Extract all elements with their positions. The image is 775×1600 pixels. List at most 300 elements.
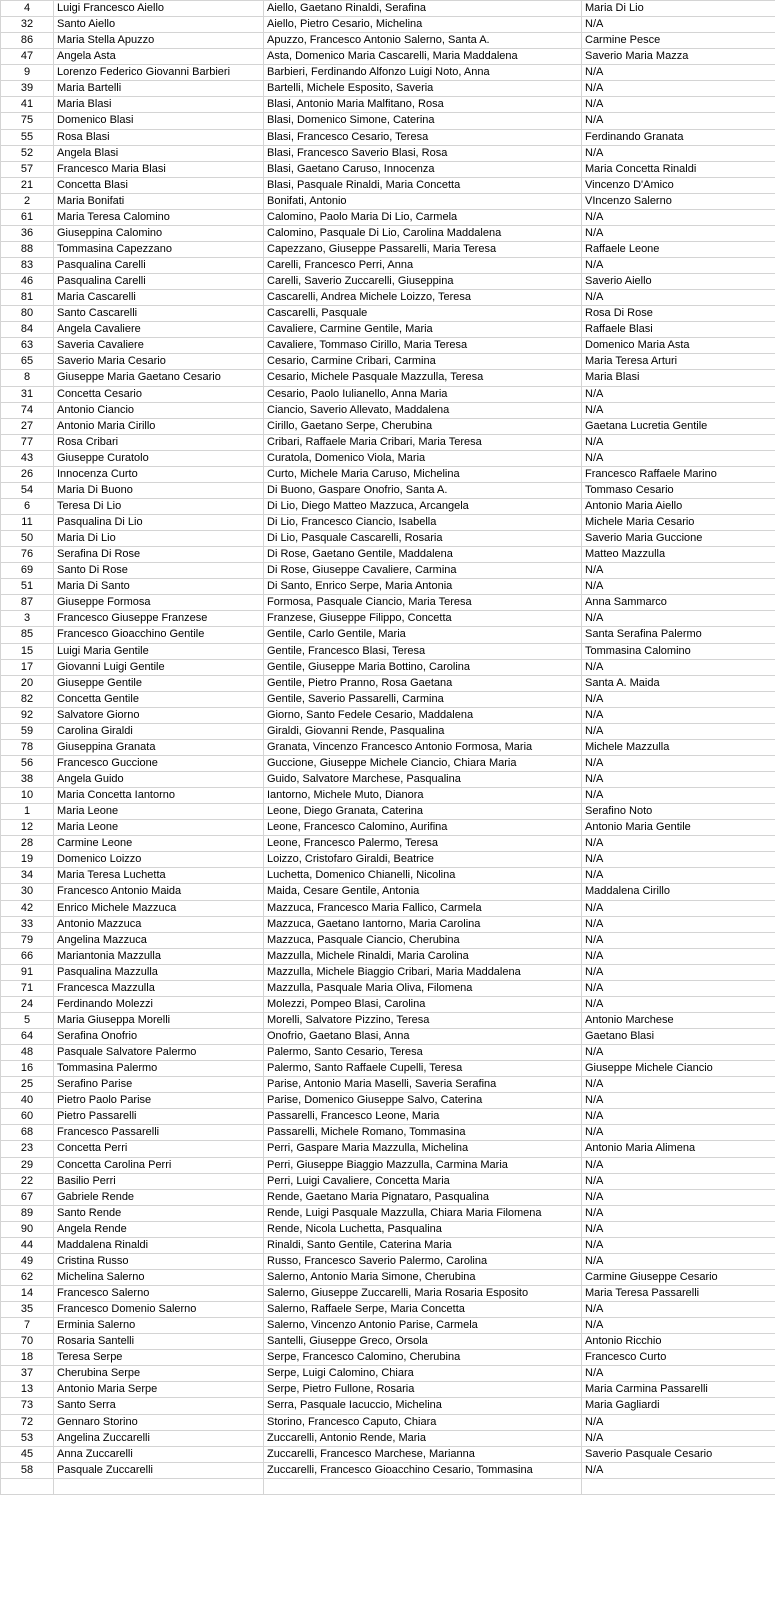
cell-id[interactable]: 50 bbox=[1, 531, 54, 547]
cell-spouse[interactable]: N/A bbox=[582, 868, 775, 884]
cell-id[interactable]: 6 bbox=[1, 498, 54, 514]
cell-name[interactable]: Santo Di Rose bbox=[54, 563, 264, 579]
cell-id[interactable]: 56 bbox=[1, 755, 54, 771]
cell-name[interactable]: Giuseppe Formosa bbox=[54, 595, 264, 611]
cell-name[interactable]: Maria Teresa Luchetta bbox=[54, 868, 264, 884]
cell-id[interactable]: 9 bbox=[1, 65, 54, 81]
cell-parents[interactable]: Rende, Luigi Pasquale Mazzulla, Chiara Maria Filomena bbox=[264, 1205, 582, 1221]
cell-id[interactable]: 44 bbox=[1, 1237, 54, 1253]
cell-parents[interactable]: Rende, Nicola Luchetta, Pasqualina bbox=[264, 1221, 582, 1237]
cell-spouse[interactable]: Saverio Maria Mazza bbox=[582, 49, 775, 65]
cell-id[interactable]: 23 bbox=[1, 1141, 54, 1157]
cell-name[interactable]: Francesco Giuseppe Franzese bbox=[54, 611, 264, 627]
cell-id[interactable]: 85 bbox=[1, 627, 54, 643]
cell-parents[interactable] bbox=[264, 1478, 582, 1494]
cell-parents[interactable]: Blasi, Francesco Saverio Blasi, Rosa bbox=[264, 145, 582, 161]
cell-parents[interactable]: Aiello, Pietro Cesario, Michelina bbox=[264, 17, 582, 33]
cell-spouse[interactable]: Maria Teresa Passarelli bbox=[582, 1286, 775, 1302]
cell-parents[interactable]: Mazzuca, Francesco Maria Fallico, Carmela bbox=[264, 900, 582, 916]
cell-id[interactable]: 3 bbox=[1, 611, 54, 627]
cell-parents[interactable]: Barbieri, Ferdinando Alfonzo Luigi Noto, Anna bbox=[264, 65, 582, 81]
cell-name[interactable]: Anna Zuccarelli bbox=[54, 1446, 264, 1462]
cell-spouse[interactable]: Santa A. Maida bbox=[582, 675, 775, 691]
cell-parents[interactable]: Molezzi, Pompeo Blasi, Carolina bbox=[264, 996, 582, 1012]
cell-spouse[interactable]: Maria Di Lio bbox=[582, 1, 775, 17]
cell-spouse[interactable]: Maria Concetta Rinaldi bbox=[582, 161, 775, 177]
cell-id[interactable]: 66 bbox=[1, 948, 54, 964]
cell-id[interactable]: 38 bbox=[1, 772, 54, 788]
cell-spouse[interactable]: Santa Serafina Palermo bbox=[582, 627, 775, 643]
cell-name[interactable]: Carmine Leone bbox=[54, 836, 264, 852]
cell-name[interactable]: Angelina Zuccarelli bbox=[54, 1430, 264, 1446]
cell-spouse[interactable]: N/A bbox=[582, 258, 775, 274]
cell-spouse[interactable]: Gaetana Lucretia Gentile bbox=[582, 418, 775, 434]
cell-parents[interactable]: Gentile, Pietro Pranno, Rosa Gaetana bbox=[264, 675, 582, 691]
cell-name[interactable]: Pasquale Salvatore Palermo bbox=[54, 1045, 264, 1061]
cell-name[interactable]: Francesco Passarelli bbox=[54, 1125, 264, 1141]
cell-spouse[interactable]: N/A bbox=[582, 707, 775, 723]
cell-parents[interactable]: Luchetta, Domenico Chianelli, Nicolina bbox=[264, 868, 582, 884]
cell-name[interactable]: Antonio Maria Serpe bbox=[54, 1382, 264, 1398]
cell-name[interactable]: Luigi Maria Gentile bbox=[54, 643, 264, 659]
cell-id[interactable]: 79 bbox=[1, 932, 54, 948]
cell-spouse[interactable]: Rosa Di Rose bbox=[582, 306, 775, 322]
cell-name[interactable]: Innocenza Curto bbox=[54, 466, 264, 482]
cell-parents[interactable]: Perri, Luigi Cavaliere, Concetta Maria bbox=[264, 1173, 582, 1189]
cell-parents[interactable]: Blasi, Domenico Simone, Caterina bbox=[264, 113, 582, 129]
cell-spouse[interactable]: N/A bbox=[582, 1125, 775, 1141]
cell-name[interactable]: Luigi Francesco Aiello bbox=[54, 1, 264, 17]
cell-id[interactable]: 34 bbox=[1, 868, 54, 884]
cell-name[interactable]: Basilio Perri bbox=[54, 1173, 264, 1189]
cell-spouse[interactable]: N/A bbox=[582, 611, 775, 627]
cell-parents[interactable]: Blasi, Antonio Maria Malfitano, Rosa bbox=[264, 97, 582, 113]
cell-name[interactable]: Giuseppe Gentile bbox=[54, 675, 264, 691]
cell-name[interactable]: Maria Concetta Iantorno bbox=[54, 788, 264, 804]
cell-name[interactable]: Lorenzo Federico Giovanni Barbieri bbox=[54, 65, 264, 81]
cell-id[interactable]: 83 bbox=[1, 258, 54, 274]
cell-spouse[interactable]: N/A bbox=[582, 1157, 775, 1173]
cell-spouse[interactable]: N/A bbox=[582, 1045, 775, 1061]
cell-name[interactable]: Angela Guido bbox=[54, 772, 264, 788]
cell-id[interactable]: 32 bbox=[1, 17, 54, 33]
cell-spouse[interactable]: N/A bbox=[582, 1221, 775, 1237]
cell-name[interactable]: Teresa Serpe bbox=[54, 1350, 264, 1366]
cell-name[interactable]: Saveria Cavaliere bbox=[54, 338, 264, 354]
cell-parents[interactable]: Mazzuca, Pasquale Ciancio, Cherubina bbox=[264, 932, 582, 948]
cell-spouse[interactable]: Michele Mazzulla bbox=[582, 739, 775, 755]
cell-id[interactable]: 26 bbox=[1, 466, 54, 482]
cell-spouse[interactable]: Tommasina Calomino bbox=[582, 643, 775, 659]
cell-parents[interactable]: Giraldi, Giovanni Rende, Pasqualina bbox=[264, 723, 582, 739]
cell-parents[interactable]: Curatola, Domenico Viola, Maria bbox=[264, 450, 582, 466]
cell-id[interactable]: 16 bbox=[1, 1061, 54, 1077]
cell-name[interactable]: Maria Leone bbox=[54, 820, 264, 836]
cell-id[interactable]: 13 bbox=[1, 1382, 54, 1398]
cell-parents[interactable]: Zuccarelli, Antonio Rende, Maria bbox=[264, 1430, 582, 1446]
cell-spouse[interactable]: N/A bbox=[582, 450, 775, 466]
cell-spouse[interactable]: N/A bbox=[582, 755, 775, 771]
cell-id[interactable]: 74 bbox=[1, 402, 54, 418]
cell-id[interactable]: 53 bbox=[1, 1430, 54, 1446]
cell-name[interactable]: Pasqualina Di Lio bbox=[54, 515, 264, 531]
cell-name[interactable]: Concetta Gentile bbox=[54, 691, 264, 707]
cell-id[interactable]: 43 bbox=[1, 450, 54, 466]
cell-spouse[interactable]: Giuseppe Michele Ciancio bbox=[582, 1061, 775, 1077]
cell-id[interactable]: 72 bbox=[1, 1414, 54, 1430]
cell-name[interactable]: Ferdinando Molezzi bbox=[54, 996, 264, 1012]
cell-id[interactable]: 89 bbox=[1, 1205, 54, 1221]
cell-parents[interactable]: Serpe, Pietro Fullone, Rosaria bbox=[264, 1382, 582, 1398]
cell-id[interactable]: 37 bbox=[1, 1366, 54, 1382]
cell-id[interactable]: 25 bbox=[1, 1077, 54, 1093]
cell-id[interactable]: 88 bbox=[1, 241, 54, 257]
cell-id[interactable]: 33 bbox=[1, 916, 54, 932]
cell-name[interactable]: Pietro Paolo Parise bbox=[54, 1093, 264, 1109]
cell-spouse[interactable]: N/A bbox=[582, 65, 775, 81]
cell-id[interactable]: 41 bbox=[1, 97, 54, 113]
cell-spouse[interactable]: N/A bbox=[582, 209, 775, 225]
cell-spouse[interactable]: N/A bbox=[582, 1302, 775, 1318]
cell-parents[interactable]: Carelli, Saverio Zuccarelli, Giuseppina bbox=[264, 274, 582, 290]
cell-id[interactable]: 8 bbox=[1, 370, 54, 386]
cell-spouse[interactable]: N/A bbox=[582, 402, 775, 418]
cell-parents[interactable]: Giorno, Santo Fedele Cesario, Maddalena bbox=[264, 707, 582, 723]
cell-parents[interactable]: Di Lio, Francesco Ciancio, Isabella bbox=[264, 515, 582, 531]
cell-spouse[interactable]: N/A bbox=[582, 1430, 775, 1446]
cell-id[interactable]: 39 bbox=[1, 81, 54, 97]
cell-parents[interactable]: Parise, Antonio Maria Maselli, Saveria Serafina bbox=[264, 1077, 582, 1093]
cell-id[interactable]: 48 bbox=[1, 1045, 54, 1061]
cell-name[interactable]: Pasqualina Mazzulla bbox=[54, 964, 264, 980]
cell-spouse[interactable]: N/A bbox=[582, 17, 775, 33]
cell-name[interactable]: Antonio Mazzuca bbox=[54, 916, 264, 932]
cell-spouse[interactable]: Francesco Raffaele Marino bbox=[582, 466, 775, 482]
cell-id[interactable]: 24 bbox=[1, 996, 54, 1012]
cell-name[interactable]: Serafina Di Rose bbox=[54, 547, 264, 563]
cell-id[interactable]: 49 bbox=[1, 1253, 54, 1269]
cell-parents[interactable]: Mazzulla, Michele Rinaldi, Maria Carolina bbox=[264, 948, 582, 964]
cell-parents[interactable]: Salerno, Antonio Maria Simone, Cherubina bbox=[264, 1269, 582, 1285]
cell-parents[interactable]: Guccione, Giuseppe Michele Ciancio, Chiara Maria bbox=[264, 755, 582, 771]
cell-spouse[interactable]: Serafino Noto bbox=[582, 804, 775, 820]
cell-spouse[interactable]: Maria Gagliardi bbox=[582, 1398, 775, 1414]
cell-id[interactable]: 76 bbox=[1, 547, 54, 563]
cell-parents[interactable]: Di Lio, Pasquale Cascarelli, Rosaria bbox=[264, 531, 582, 547]
cell-parents[interactable]: Bonifati, Antonio bbox=[264, 193, 582, 209]
cell-spouse[interactable]: Maria Teresa Arturi bbox=[582, 354, 775, 370]
cell-spouse[interactable]: N/A bbox=[582, 1414, 775, 1430]
cell-name[interactable]: Francesco Domenio Salerno bbox=[54, 1302, 264, 1318]
cell-parents[interactable]: Aiello, Gaetano Rinaldi, Serafina bbox=[264, 1, 582, 17]
cell-id[interactable]: 59 bbox=[1, 723, 54, 739]
cell-spouse[interactable]: N/A bbox=[582, 290, 775, 306]
cell-id[interactable]: 40 bbox=[1, 1093, 54, 1109]
cell-id[interactable]: 62 bbox=[1, 1269, 54, 1285]
cell-name[interactable]: Teresa Di Lio bbox=[54, 498, 264, 514]
cell-name[interactable]: Gabriele Rende bbox=[54, 1189, 264, 1205]
cell-id[interactable] bbox=[1, 1478, 54, 1494]
cell-parents[interactable]: Palermo, Santo Raffaele Cupelli, Teresa bbox=[264, 1061, 582, 1077]
cell-spouse[interactable]: N/A bbox=[582, 1173, 775, 1189]
cell-id[interactable]: 22 bbox=[1, 1173, 54, 1189]
cell-name[interactable]: Concetta Cesario bbox=[54, 386, 264, 402]
cell-name[interactable]: Michelina Salerno bbox=[54, 1269, 264, 1285]
cell-id[interactable]: 60 bbox=[1, 1109, 54, 1125]
cell-spouse[interactable]: Ferdinando Granata bbox=[582, 129, 775, 145]
cell-id[interactable]: 51 bbox=[1, 579, 54, 595]
cell-parents[interactable]: Blasi, Francesco Cesario, Teresa bbox=[264, 129, 582, 145]
cell-id[interactable]: 36 bbox=[1, 225, 54, 241]
cell-name[interactable]: Maria Leone bbox=[54, 804, 264, 820]
cell-name[interactable]: Maddalena Rinaldi bbox=[54, 1237, 264, 1253]
cell-id[interactable]: 75 bbox=[1, 113, 54, 129]
cell-name[interactable]: Domenico Loizzo bbox=[54, 852, 264, 868]
cell-parents[interactable]: Santelli, Giuseppe Greco, Orsola bbox=[264, 1334, 582, 1350]
cell-name[interactable]: Maria Di Santo bbox=[54, 579, 264, 595]
cell-id[interactable]: 31 bbox=[1, 386, 54, 402]
cell-parents[interactable]: Gentile, Saverio Passarelli, Carmina bbox=[264, 691, 582, 707]
cell-parents[interactable]: Leone, Francesco Palermo, Teresa bbox=[264, 836, 582, 852]
cell-parents[interactable]: Granata, Vincenzo Francesco Antonio Formosa, Maria bbox=[264, 739, 582, 755]
cell-spouse[interactable]: N/A bbox=[582, 772, 775, 788]
cell-name[interactable]: Angela Cavaliere bbox=[54, 322, 264, 338]
cell-id[interactable]: 70 bbox=[1, 1334, 54, 1350]
cell-id[interactable]: 29 bbox=[1, 1157, 54, 1173]
cell-name[interactable]: Angela Rende bbox=[54, 1221, 264, 1237]
cell-name[interactable]: Pasqualina Carelli bbox=[54, 274, 264, 290]
cell-parents[interactable]: Leone, Francesco Calomino, Aurifina bbox=[264, 820, 582, 836]
cell-parents[interactable]: Palermo, Santo Cesario, Teresa bbox=[264, 1045, 582, 1061]
cell-spouse[interactable]: Domenico Maria Asta bbox=[582, 338, 775, 354]
cell-parents[interactable]: Mazzuca, Gaetano Iantorno, Maria Carolina bbox=[264, 916, 582, 932]
cell-name[interactable]: Santo Aiello bbox=[54, 17, 264, 33]
cell-parents[interactable]: Cirillo, Gaetano Serpe, Cherubina bbox=[264, 418, 582, 434]
cell-spouse[interactable] bbox=[582, 1478, 775, 1494]
cell-id[interactable]: 52 bbox=[1, 145, 54, 161]
cell-name[interactable]: Concetta Perri bbox=[54, 1141, 264, 1157]
cell-parents[interactable]: Di Buono, Gaspare Onofrio, Santa A. bbox=[264, 482, 582, 498]
cell-spouse[interactable]: N/A bbox=[582, 145, 775, 161]
cell-name[interactable]: Maria Di Lio bbox=[54, 531, 264, 547]
cell-spouse[interactable]: N/A bbox=[582, 852, 775, 868]
cell-parents[interactable]: Parise, Domenico Giuseppe Salvo, Caterina bbox=[264, 1093, 582, 1109]
cell-id[interactable]: 17 bbox=[1, 659, 54, 675]
cell-spouse[interactable]: Antonio Marchese bbox=[582, 1012, 775, 1028]
cell-id[interactable]: 2 bbox=[1, 193, 54, 209]
cell-id[interactable]: 84 bbox=[1, 322, 54, 338]
cell-name[interactable]: Gennaro Storino bbox=[54, 1414, 264, 1430]
cell-parents[interactable]: Gentile, Giuseppe Maria Bottino, Carolina bbox=[264, 659, 582, 675]
cell-spouse[interactable]: N/A bbox=[582, 386, 775, 402]
cell-parents[interactable]: Mazzulla, Michele Biaggio Cribari, Maria Maddalena bbox=[264, 964, 582, 980]
cell-spouse[interactable]: Saverio Maria Guccione bbox=[582, 531, 775, 547]
cell-parents[interactable]: Maida, Cesare Gentile, Antonia bbox=[264, 884, 582, 900]
cell-id[interactable]: 21 bbox=[1, 177, 54, 193]
cell-id[interactable]: 54 bbox=[1, 482, 54, 498]
cell-spouse[interactable]: N/A bbox=[582, 948, 775, 964]
cell-id[interactable]: 47 bbox=[1, 49, 54, 65]
cell-spouse[interactable]: Maria Carmina Passarelli bbox=[582, 1382, 775, 1398]
cell-spouse[interactable]: N/A bbox=[582, 1093, 775, 1109]
cell-id[interactable]: 35 bbox=[1, 1302, 54, 1318]
cell-spouse[interactable]: N/A bbox=[582, 113, 775, 129]
cell-name[interactable]: Maria Giuseppa Morelli bbox=[54, 1012, 264, 1028]
cell-name[interactable]: Rosa Cribari bbox=[54, 434, 264, 450]
cell-name[interactable]: Angela Blasi bbox=[54, 145, 264, 161]
cell-id[interactable]: 91 bbox=[1, 964, 54, 980]
cell-spouse[interactable]: N/A bbox=[582, 996, 775, 1012]
cell-parents[interactable]: Cavaliere, Carmine Gentile, Maria bbox=[264, 322, 582, 338]
cell-spouse[interactable]: Tommaso Cesario bbox=[582, 482, 775, 498]
cell-parents[interactable]: Rinaldi, Santo Gentile, Caterina Maria bbox=[264, 1237, 582, 1253]
cell-parents[interactable]: Cascarelli, Andrea Michele Loizzo, Teresa bbox=[264, 290, 582, 306]
cell-id[interactable]: 77 bbox=[1, 434, 54, 450]
cell-id[interactable]: 67 bbox=[1, 1189, 54, 1205]
cell-id[interactable]: 30 bbox=[1, 884, 54, 900]
cell-spouse[interactable]: N/A bbox=[582, 723, 775, 739]
cell-name[interactable]: Francesco Salerno bbox=[54, 1286, 264, 1302]
cell-id[interactable]: 78 bbox=[1, 739, 54, 755]
cell-parents[interactable]: Cesario, Carmine Cribari, Carmina bbox=[264, 354, 582, 370]
cell-spouse[interactable]: Raffaele Blasi bbox=[582, 322, 775, 338]
cell-id[interactable]: 86 bbox=[1, 33, 54, 49]
cell-parents[interactable]: Calomino, Pasquale Di Lio, Carolina Maddalena bbox=[264, 225, 582, 241]
cell-id[interactable]: 20 bbox=[1, 675, 54, 691]
cell-id[interactable]: 28 bbox=[1, 836, 54, 852]
cell-name[interactable]: Antonio Maria Cirillo bbox=[54, 418, 264, 434]
cell-spouse[interactable]: N/A bbox=[582, 1253, 775, 1269]
cell-parents[interactable]: Salerno, Giuseppe Zuccarelli, Maria Rosaria Esposito bbox=[264, 1286, 582, 1302]
cell-id[interactable]: 58 bbox=[1, 1462, 54, 1478]
cell-name[interactable]: Antonio Ciancio bbox=[54, 402, 264, 418]
cell-parents[interactable]: Zuccarelli, Francesco Gioacchino Cesario, Tommasina bbox=[264, 1462, 582, 1478]
cell-parents[interactable]: Calomino, Paolo Maria Di Lio, Carmela bbox=[264, 209, 582, 225]
cell-parents[interactable]: Asta, Domenico Maria Cascarelli, Maria Maddalena bbox=[264, 49, 582, 65]
cell-id[interactable]: 42 bbox=[1, 900, 54, 916]
cell-parents[interactable]: Mazzulla, Pasquale Maria Oliva, Filomena bbox=[264, 980, 582, 996]
cell-parents[interactable]: Zuccarelli, Francesco Marchese, Marianna bbox=[264, 1446, 582, 1462]
cell-spouse[interactable]: Anna Sammarco bbox=[582, 595, 775, 611]
cell-id[interactable]: 69 bbox=[1, 563, 54, 579]
cell-name[interactable]: Pietro Passarelli bbox=[54, 1109, 264, 1125]
cell-spouse[interactable]: Vincenzo D'Amico bbox=[582, 177, 775, 193]
cell-id[interactable]: 68 bbox=[1, 1125, 54, 1141]
cell-parents[interactable]: Morelli, Salvatore Pizzino, Teresa bbox=[264, 1012, 582, 1028]
cell-spouse[interactable]: N/A bbox=[582, 1462, 775, 1478]
cell-id[interactable]: 7 bbox=[1, 1318, 54, 1334]
cell-parents[interactable]: Salerno, Raffaele Serpe, Maria Concetta bbox=[264, 1302, 582, 1318]
cell-id[interactable]: 90 bbox=[1, 1221, 54, 1237]
cell-parents[interactable]: Russo, Francesco Saverio Palermo, Carolina bbox=[264, 1253, 582, 1269]
cell-spouse[interactable]: N/A bbox=[582, 225, 775, 241]
cell-name[interactable]: Francesco Guccione bbox=[54, 755, 264, 771]
cell-id[interactable]: 80 bbox=[1, 306, 54, 322]
cell-spouse[interactable]: N/A bbox=[582, 788, 775, 804]
cell-parents[interactable]: Serpe, Luigi Calomino, Chiara bbox=[264, 1366, 582, 1382]
cell-parents[interactable]: Guido, Salvatore Marchese, Pasqualina bbox=[264, 772, 582, 788]
cell-parents[interactable]: Franzese, Giuseppe Filippo, Concetta bbox=[264, 611, 582, 627]
cell-parents[interactable]: Ciancio, Saverio Allevato, Maddalena bbox=[264, 402, 582, 418]
cell-parents[interactable]: Blasi, Gaetano Caruso, Innocenza bbox=[264, 161, 582, 177]
cell-spouse[interactable]: VIncenzo Salerno bbox=[582, 193, 775, 209]
cell-name[interactable]: Francesca Mazzulla bbox=[54, 980, 264, 996]
cell-parents[interactable]: Cesario, Paolo Iulianello, Anna Maria bbox=[264, 386, 582, 402]
cell-name[interactable]: Maria Di Buono bbox=[54, 482, 264, 498]
cell-name[interactable]: Maria Stella Apuzzo bbox=[54, 33, 264, 49]
cell-name[interactable]: Pasquale Zuccarelli bbox=[54, 1462, 264, 1478]
cell-parents[interactable]: Cribari, Raffaele Maria Cribari, Maria Teresa bbox=[264, 434, 582, 450]
cell-spouse[interactable]: Carmine Pesce bbox=[582, 33, 775, 49]
cell-id[interactable]: 5 bbox=[1, 1012, 54, 1028]
cell-name[interactable]: Maria Teresa Calomino bbox=[54, 209, 264, 225]
cell-id[interactable]: 61 bbox=[1, 209, 54, 225]
cell-id[interactable]: 18 bbox=[1, 1350, 54, 1366]
cell-id[interactable]: 15 bbox=[1, 643, 54, 659]
cell-id[interactable]: 46 bbox=[1, 274, 54, 290]
cell-spouse[interactable]: N/A bbox=[582, 97, 775, 113]
cell-id[interactable]: 71 bbox=[1, 980, 54, 996]
cell-id[interactable]: 64 bbox=[1, 1029, 54, 1045]
cell-spouse[interactable]: Carmine Giuseppe Cesario bbox=[582, 1269, 775, 1285]
cell-name[interactable]: Domenico Blasi bbox=[54, 113, 264, 129]
cell-name[interactable] bbox=[54, 1478, 264, 1494]
cell-spouse[interactable]: Raffaele Leone bbox=[582, 241, 775, 257]
cell-name[interactable]: Salvatore Giorno bbox=[54, 707, 264, 723]
cell-parents[interactable]: Apuzzo, Francesco Antonio Salerno, Santa A. bbox=[264, 33, 582, 49]
cell-name[interactable]: Giuseppina Calomino bbox=[54, 225, 264, 241]
cell-spouse[interactable]: N/A bbox=[582, 1109, 775, 1125]
cell-parents[interactable]: Cavaliere, Tommaso Cirillo, Maria Teresa bbox=[264, 338, 582, 354]
cell-spouse[interactable]: Maria Blasi bbox=[582, 370, 775, 386]
cell-parents[interactable]: Di Rose, Giuseppe Cavaliere, Carmina bbox=[264, 563, 582, 579]
cell-spouse[interactable]: N/A bbox=[582, 1318, 775, 1334]
cell-parents[interactable]: Di Rose, Gaetano Gentile, Maddalena bbox=[264, 547, 582, 563]
cell-name[interactable]: Giuseppe Maria Gaetano Cesario bbox=[54, 370, 264, 386]
cell-spouse[interactable]: N/A bbox=[582, 1077, 775, 1093]
cell-name[interactable]: Serafino Parise bbox=[54, 1077, 264, 1093]
cell-name[interactable]: Francesco Antonio Maida bbox=[54, 884, 264, 900]
cell-parents[interactable]: Loizzo, Cristofaro Giraldi, Beatrice bbox=[264, 852, 582, 868]
cell-spouse[interactable]: Antonio Maria Gentile bbox=[582, 820, 775, 836]
cell-name[interactable]: Santo Serra bbox=[54, 1398, 264, 1414]
cell-id[interactable]: 81 bbox=[1, 290, 54, 306]
cell-parents[interactable]: Serra, Pasquale Iacuccio, Michelina bbox=[264, 1398, 582, 1414]
cell-spouse[interactable]: Michele Maria Cesario bbox=[582, 515, 775, 531]
cell-spouse[interactable]: N/A bbox=[582, 1237, 775, 1253]
cell-name[interactable]: Enrico Michele Mazzuca bbox=[54, 900, 264, 916]
cell-parents[interactable]: Passarelli, Michele Romano, Tommasina bbox=[264, 1125, 582, 1141]
cell-id[interactable]: 14 bbox=[1, 1286, 54, 1302]
cell-name[interactable]: Maria Bartelli bbox=[54, 81, 264, 97]
cell-name[interactable]: Concetta Blasi bbox=[54, 177, 264, 193]
cell-name[interactable]: Tommasina Capezzano bbox=[54, 241, 264, 257]
cell-parents[interactable]: Onofrio, Gaetano Blasi, Anna bbox=[264, 1029, 582, 1045]
cell-name[interactable]: Pasqualina Carelli bbox=[54, 258, 264, 274]
cell-spouse[interactable]: N/A bbox=[582, 81, 775, 97]
cell-spouse[interactable]: Gaetano Blasi bbox=[582, 1029, 775, 1045]
cell-name[interactable]: Angela Asta bbox=[54, 49, 264, 65]
cell-spouse[interactable]: Antonio Maria Aiello bbox=[582, 498, 775, 514]
cell-parents[interactable]: Storino, Francesco Caputo, Chiara bbox=[264, 1414, 582, 1430]
cell-name[interactable]: Maria Blasi bbox=[54, 97, 264, 113]
cell-parents[interactable]: Gentile, Francesco Blasi, Teresa bbox=[264, 643, 582, 659]
cell-name[interactable]: Francesco Gioacchino Gentile bbox=[54, 627, 264, 643]
cell-name[interactable]: Rosaria Santelli bbox=[54, 1334, 264, 1350]
cell-spouse[interactable]: N/A bbox=[582, 1205, 775, 1221]
cell-spouse[interactable]: N/A bbox=[582, 964, 775, 980]
cell-parents[interactable]: Bartelli, Michele Esposito, Saveria bbox=[264, 81, 582, 97]
